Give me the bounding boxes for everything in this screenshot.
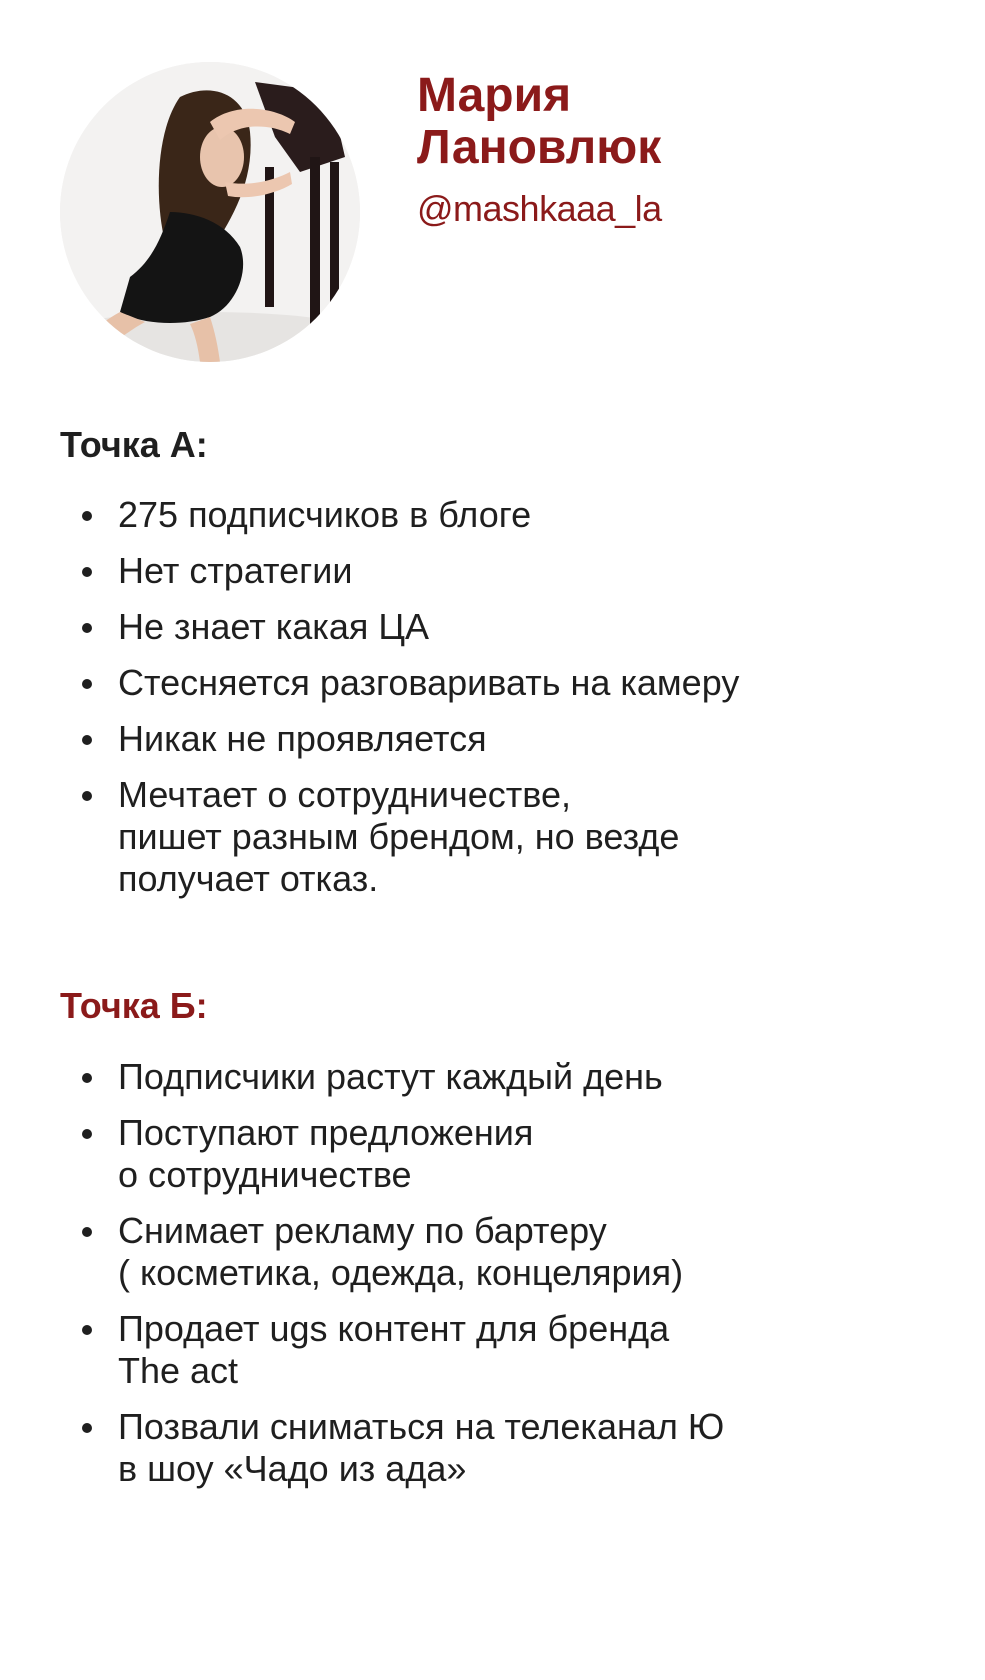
list-item: [60, 774, 920, 900]
profile-name: Мария Лановлюк: [417, 69, 662, 174]
list-item: [60, 1308, 920, 1392]
list-item-text: Стесняется разговаривать на камеру: [118, 662, 740, 703]
bullet-icon: [82, 623, 92, 633]
bullet-icon: [82, 1325, 92, 1335]
list-item-text: Поступают предложения о сотрудничестве: [118, 1112, 534, 1195]
bullet-icon: [82, 1423, 92, 1433]
list-item-text: Снимает рекламу по бартеру ( косметика, одежда, концелярия): [118, 1210, 684, 1293]
bullet-icon: [82, 567, 92, 577]
list-item-text: Не знает какая ЦА: [118, 606, 430, 647]
point-a-list: [60, 494, 920, 914]
list-item: [60, 1112, 920, 1196]
list-item-text: 275 подписчиков в блоге: [118, 494, 532, 535]
list-item: [60, 718, 920, 760]
list-item-text: Позвали сниматься на телеканал Ю в шоу «Чадо из ада»: [118, 1406, 725, 1489]
bullet-icon: [82, 511, 92, 521]
profile-photo: [60, 62, 360, 362]
bullet-icon: [82, 791, 92, 801]
bullet-icon: [82, 679, 92, 689]
bullet-icon: [82, 1073, 92, 1083]
point-a-title: Точка А:: [60, 424, 208, 465]
point-b-list: [60, 1056, 920, 1504]
profile-handle[interactable]: @mashkaaa_la: [417, 188, 662, 229]
list-item: [60, 662, 920, 704]
list-item: [60, 550, 920, 592]
bullet-icon: [82, 735, 92, 745]
point-b-title: Точка Б:: [60, 985, 208, 1026]
list-item: [60, 1210, 920, 1294]
list-item: [60, 494, 920, 536]
list-item-text: Подписчики растут каждый день: [118, 1056, 663, 1097]
list-item-text: Нет стратегии: [118, 550, 353, 591]
bullet-icon: [82, 1129, 92, 1139]
list-item-text: Никак не проявляется: [118, 718, 487, 759]
avatar: [60, 62, 360, 362]
list-item-text: Продает ugs контент для бренда The act: [118, 1308, 670, 1391]
list-item-text: Мечтает о сотрудничестве, пишет разным брендом, но везде получает отказ.: [118, 774, 680, 899]
list-item: [60, 606, 920, 648]
list-item: [60, 1406, 920, 1490]
bullet-icon: [82, 1227, 92, 1237]
list-item: [60, 1056, 920, 1098]
